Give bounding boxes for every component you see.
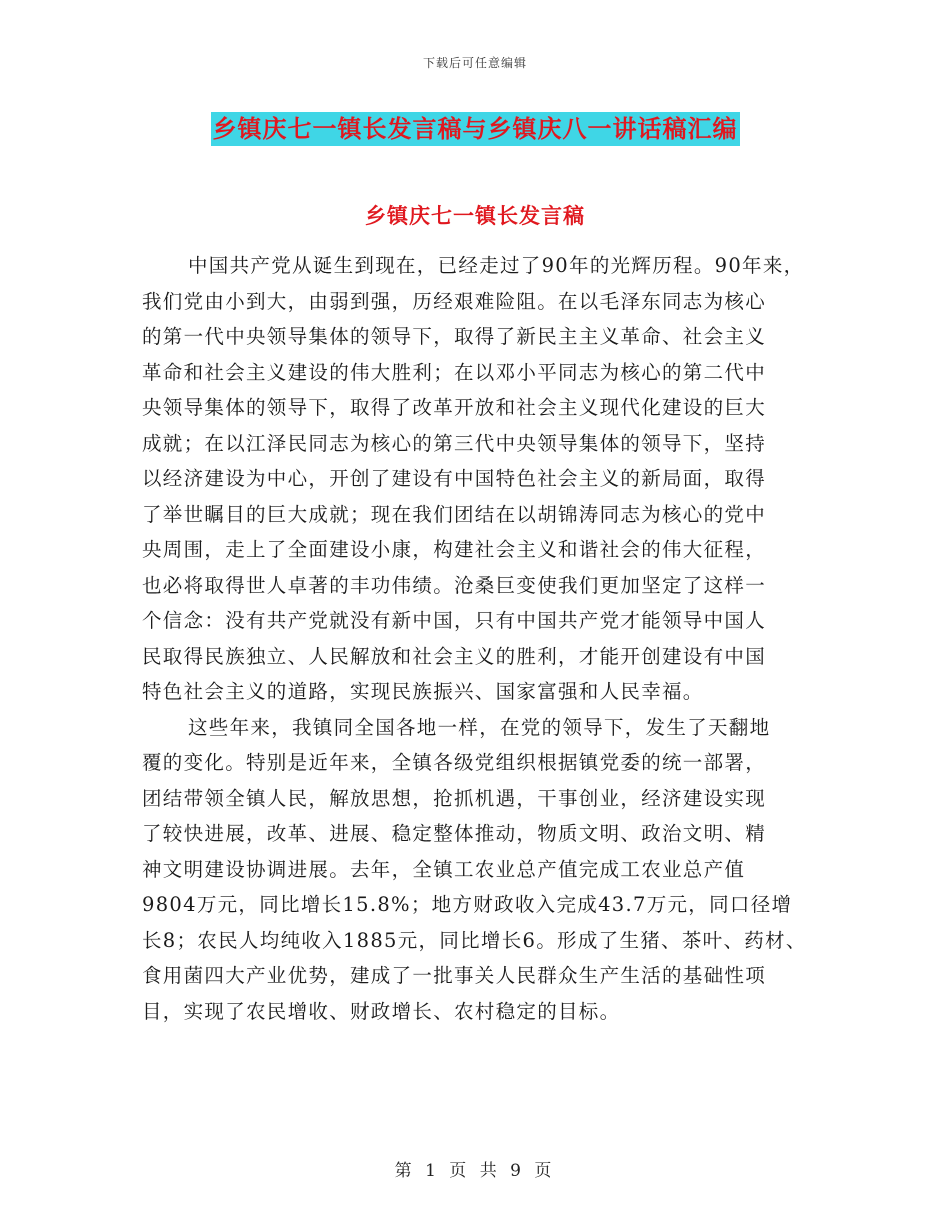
- paragraph-line: 长8；农民人均纯收入1885元，同比增长6。形成了生猪、茶叶、药材、: [142, 928, 807, 952]
- paragraph-line: 这些年来，我镇同全国各地一样，在党的领导下，发生了天翻地: [188, 715, 771, 739]
- section-title: 乡镇庆七一镇长发言稿: [365, 204, 585, 228]
- header-note: 下载后可任意编辑: [422, 56, 527, 70]
- paragraph-line: 央领导集体的领导下，取得了改革开放和社会主义现代化建设的巨大: [142, 396, 767, 419]
- paragraph-line: 特色社会主义的道路，实现民族振兴、国家富强和人民幸福。: [142, 680, 704, 703]
- paragraph-line: 覆的变化。特别是近年来，全镇各级党组织根据镇党委的统一部署，: [142, 751, 767, 774]
- main-title: 乡镇庆七一镇长发言稿与乡镇庆八一讲话稿汇编: [211, 112, 740, 146]
- paragraph-line: 央周围，走上了全面建设小康，构建社会主义和谐社会的伟大征程，: [142, 538, 767, 561]
- paragraph-line: 成就；在以江泽民同志为核心的第三代中央领导集体的领导下，坚持: [142, 431, 767, 455]
- paragraph-line: 团结带领全镇人民，解放思想，抢抓机遇，干事创业，经济建设实现: [142, 786, 767, 810]
- paragraph-line: 神文明建设协调进展。去年，全镇工农业总产值完成工农业总产值: [142, 857, 746, 881]
- page-footer: 第 1 页 共 9 页: [394, 1161, 556, 1181]
- body-text: [142, 248, 822, 1029]
- paragraph-line: 了较快进展，改革、进展、稳定整体推动，物质文明、政治文明、精: [142, 822, 767, 845]
- paragraph-line: 个信念：没有共产党就没有新中国，只有中国共产党才能领导中国人: [142, 609, 767, 632]
- paragraph-1: [142, 248, 822, 710]
- paragraph-line: 我们党由小到大，由弱到强，历经艰难险阻。在以毛泽东同志为核心: [142, 289, 767, 313]
- paragraph-line: 以经济建设为中心，开创了建设有中国特色社会主义的新局面，取得: [142, 467, 767, 490]
- paragraph-line: 中国共产党从诞生到现在，已经走过了90年的光辉历程。90年来，: [188, 254, 805, 277]
- paragraph-2: [142, 710, 822, 1030]
- paragraph-line: 也必将取得世人卓著的丰功伟绩。沧桑巨变使我们更加坚定了这样一: [142, 573, 767, 597]
- paragraph-line: 目，实现了农民增收、财政增长、农村稳定的目标。: [142, 999, 621, 1023]
- paragraph-line: 食用菌四大产业优势，建成了一批事关人民群众生产生活的基础性项: [142, 964, 767, 987]
- main-title-wrap: [0, 112, 950, 146]
- paragraph-line: 革命和社会主义建设的伟大胜利；在以邓小平同志为核心的第二代中: [142, 360, 767, 384]
- paragraph-line: 民取得民族独立、人民解放和社会主义的胜利，才能开创建设有中国: [142, 644, 767, 668]
- paragraph-line: 的第一代中央领导集体的领导下，取得了新民主主义革命、社会主义: [142, 325, 767, 348]
- paragraph-line: 了举世瞩目的巨大成就；现在我们团结在以胡锦涛同志为核心的党中: [142, 502, 767, 526]
- paragraph-line: 9804万元，同比增长15.8%；地方财政收入完成43.7万元，同口径增: [142, 893, 793, 916]
